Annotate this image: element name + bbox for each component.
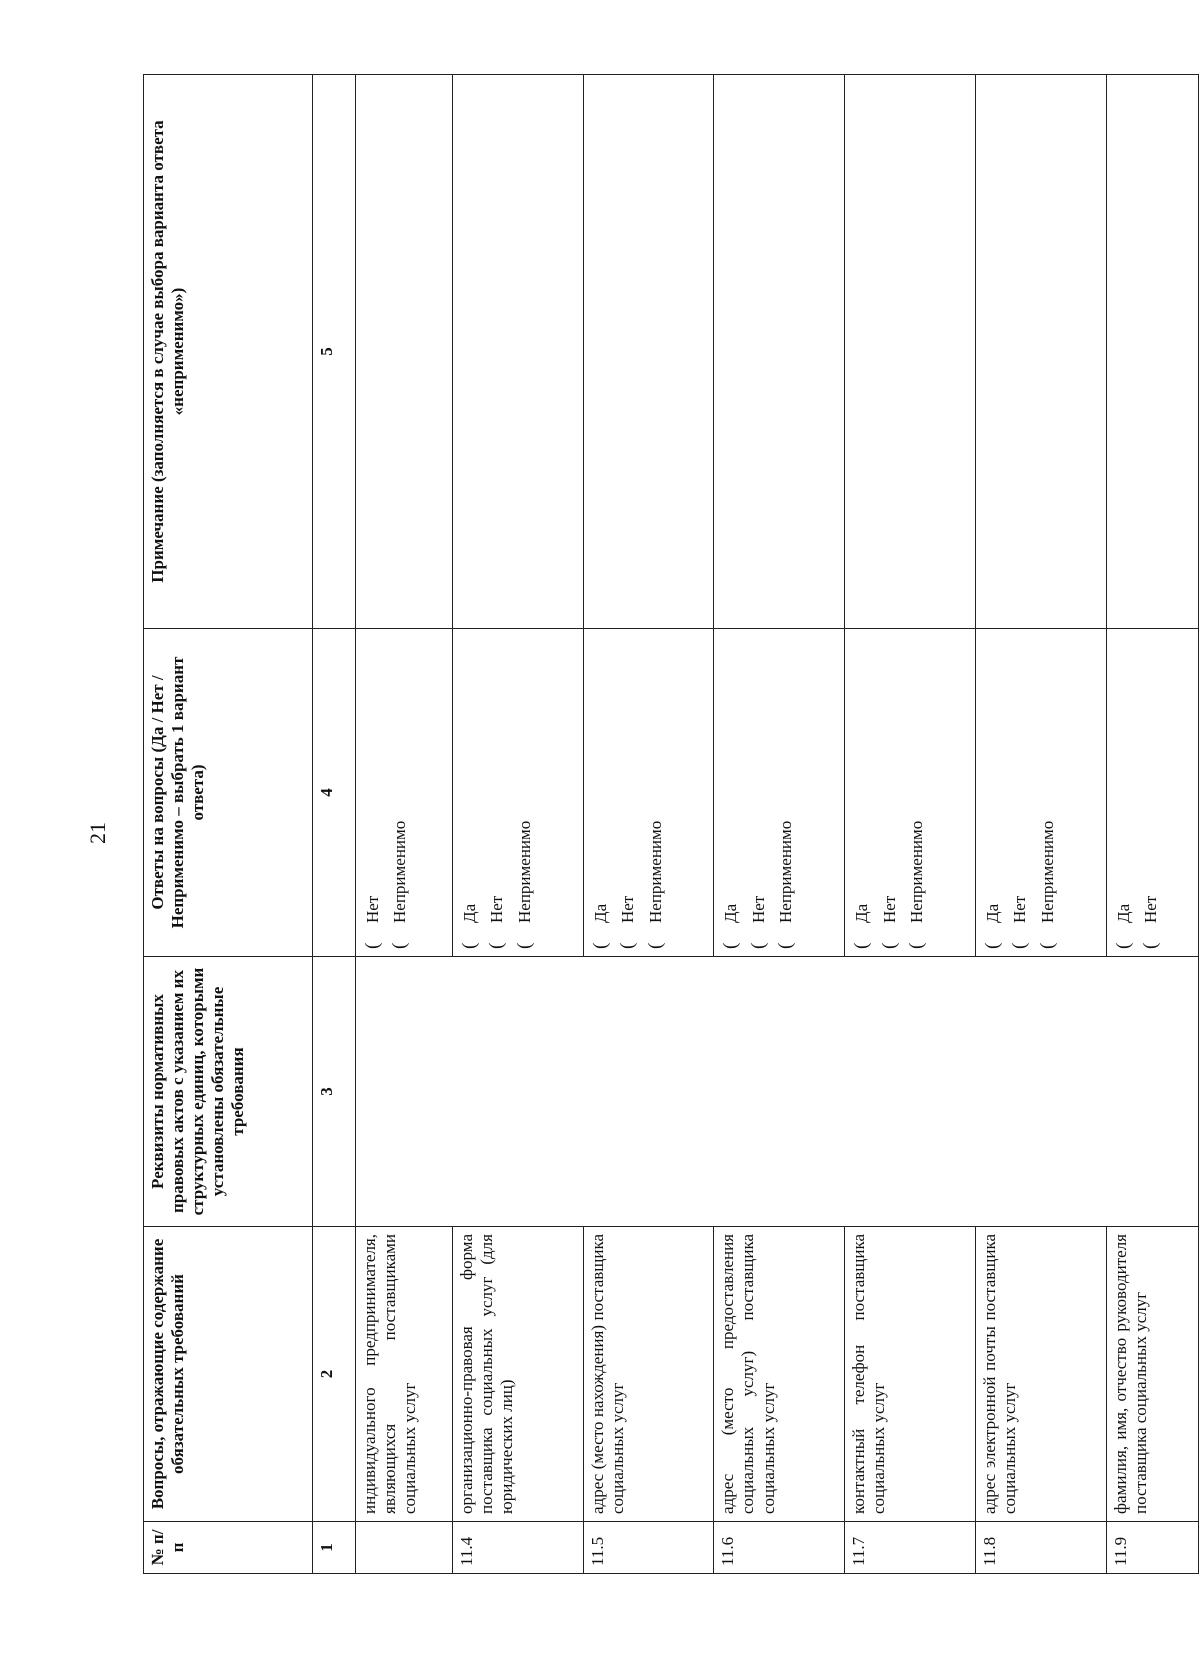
header-legal-acts: Реквизиты нормативных правовых актов с указанием их структурных единиц, которыми установлены обязательные требования (144, 957, 313, 1227)
answer-option[interactable] (748, 636, 770, 949)
answer-option[interactable] (459, 636, 481, 949)
header-row (144, 75, 313, 1574)
answer-options (1106, 629, 1198, 957)
answer-label: Да (590, 903, 610, 923)
answer-option[interactable] (1140, 636, 1162, 949)
radio-icon[interactable]: ( (878, 942, 900, 949)
answer-option[interactable] (1009, 636, 1031, 949)
radio-icon[interactable]: ( (389, 942, 411, 949)
row-number (356, 1522, 453, 1574)
answer-options (583, 629, 714, 957)
answer-option[interactable] (720, 636, 742, 949)
answer-label: Неприменимо (776, 820, 796, 923)
answer-option[interactable] (590, 636, 612, 949)
radio-icon[interactable]: ( (644, 942, 666, 949)
answer-option[interactable] (486, 636, 508, 949)
radio-icon[interactable]: ( (617, 942, 639, 949)
note-cell[interactable] (1106, 75, 1198, 629)
radio-icon[interactable]: ( (905, 942, 927, 949)
answer-label: Неприменимо (1037, 820, 1057, 923)
answer-label: Да (459, 903, 479, 923)
page-number: 21 (85, 822, 110, 844)
note-cell[interactable] (845, 75, 976, 629)
table-row (356, 75, 453, 1574)
col-num-3: 3 (313, 957, 356, 1227)
answer-option[interactable] (645, 636, 667, 949)
answer-option[interactable] (851, 636, 873, 949)
answer-label: Нет (1141, 895, 1161, 923)
answer-options (714, 629, 845, 957)
requirements-table (143, 74, 1199, 1574)
answer-label: Да (1113, 903, 1133, 923)
answer-label: Неприменимо (514, 820, 534, 923)
note-cell[interactable] (714, 75, 845, 629)
question-text: контактный телефон поставщика социальных услуг (845, 1227, 976, 1522)
answer-options (356, 629, 453, 957)
radio-icon[interactable]: ( (747, 942, 769, 949)
legal-acts-cell (356, 957, 1199, 1227)
answer-label: Нет (748, 895, 768, 923)
header-note: Примечание (заполняется в случае выбора варианта ответа «неприменимо») (144, 75, 313, 629)
col-num-5: 5 (313, 75, 356, 629)
answer-option[interactable] (982, 636, 1004, 949)
answer-option[interactable] (389, 636, 411, 949)
row-number: 11.7 (845, 1522, 976, 1574)
question-text: организационно-правовая форма поставщика социальных услуг (для юридических лиц) (452, 1227, 583, 1522)
answer-options (975, 629, 1106, 957)
answer-option[interactable] (906, 636, 928, 949)
answer-label: Нет (618, 895, 638, 923)
radio-icon[interactable]: ( (589, 942, 611, 949)
answer-label: Да (982, 903, 1002, 923)
col-num-2: 2 (313, 1227, 356, 1522)
row-number: 11.4 (452, 1522, 583, 1574)
answer-label: Неприменимо (645, 820, 665, 923)
header-answers: Ответы на вопросы (Да / Нет / Неприменимо – выбрать 1 вариант ответа) (144, 629, 313, 957)
radio-icon[interactable]: ( (851, 942, 873, 949)
question-text: адрес (место предоставления социальных услуг) поставщика социальных услуг (714, 1227, 845, 1522)
answer-label: Нет (363, 895, 382, 923)
table-row (845, 75, 976, 1574)
answer-options (845, 629, 976, 957)
question-text: индивидуального предпринимателя, являющихся поставщиками социальных услуг (356, 1227, 453, 1522)
question-text: адрес электронной почты поставщика социальных услуг (975, 1227, 1106, 1522)
note-cell[interactable] (452, 75, 583, 629)
answer-label: Нет (487, 895, 507, 923)
table-row (583, 75, 714, 1574)
header-number: № п/п (144, 1522, 313, 1574)
radio-icon[interactable]: ( (1009, 942, 1031, 949)
table-body (356, 75, 1199, 1574)
question-text: фамилия, имя, отчество руководителя поставщика социальных услуг (1106, 1227, 1198, 1522)
answer-option[interactable] (1113, 636, 1135, 949)
note-cell[interactable] (975, 75, 1106, 629)
table-row (1106, 75, 1198, 1574)
header-question: Вопросы, отражающие содержание обязательных требований (144, 1227, 313, 1522)
answer-option[interactable] (514, 636, 536, 949)
radio-icon[interactable]: ( (513, 942, 535, 949)
radio-icon[interactable]: ( (486, 942, 508, 949)
col-num-4: 4 (313, 629, 356, 957)
answer-label: Неприменимо (906, 820, 926, 923)
answer-label: Нет (1010, 895, 1030, 923)
row-number: 11.5 (583, 1522, 714, 1574)
table-row (452, 75, 583, 1574)
radio-icon[interactable]: ( (775, 942, 797, 949)
requirements-table-container (143, 74, 1199, 1574)
answer-option[interactable] (617, 636, 639, 949)
answer-option[interactable] (775, 636, 797, 949)
answer-label: Нет (879, 895, 899, 923)
row-number: 11.8 (975, 1522, 1106, 1574)
answer-label: Неприменимо (390, 820, 410, 923)
column-number-row (313, 75, 356, 1574)
radio-icon[interactable]: ( (1036, 942, 1058, 949)
radio-icon[interactable]: ( (362, 942, 383, 949)
note-cell[interactable] (583, 75, 714, 629)
radio-icon[interactable]: ( (1112, 942, 1134, 949)
radio-icon[interactable]: ( (1140, 942, 1162, 949)
radio-icon[interactable]: ( (458, 942, 480, 949)
question-text: адрес (место нахождения) поставщика социальных услуг (583, 1227, 714, 1522)
radio-icon[interactable]: ( (981, 942, 1003, 949)
col-num-1: 1 (313, 1522, 356, 1574)
row-number: 11.6 (714, 1522, 845, 1574)
answer-option[interactable] (362, 636, 384, 949)
answer-option[interactable] (1037, 636, 1059, 949)
radio-icon[interactable]: ( (720, 942, 742, 949)
answer-option[interactable] (879, 636, 901, 949)
table-row (975, 75, 1106, 1574)
answer-label: Да (852, 903, 872, 923)
answer-options (452, 629, 583, 957)
note-cell[interactable] (356, 75, 453, 629)
answer-label: Да (721, 903, 741, 923)
table-row (714, 75, 845, 1574)
row-number: 11.9 (1106, 1522, 1198, 1574)
